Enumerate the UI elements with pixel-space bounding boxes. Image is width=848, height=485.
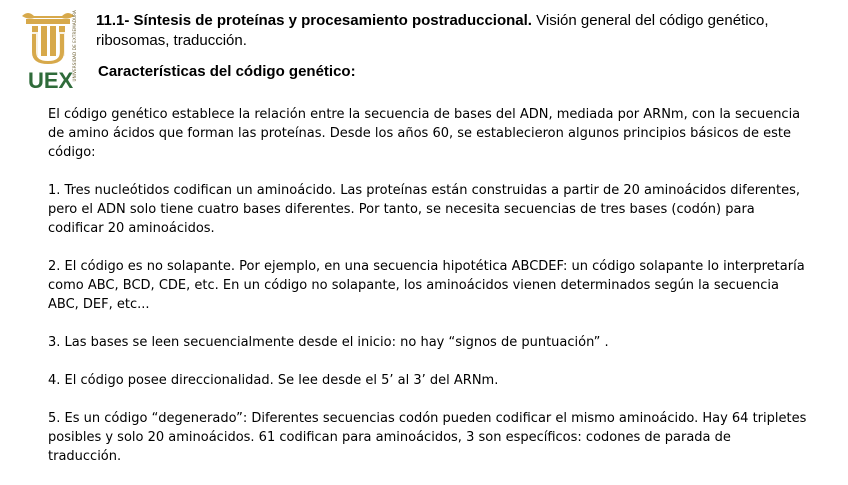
title-rest: Visión general del código genético, ribosomas, traducción. xyxy=(96,12,769,49)
principle-4: 4. El código posee direccionalidad. Se lee desde el 5’ al 3’ del ARNm. xyxy=(48,373,499,388)
university-logo xyxy=(18,10,78,90)
principle-1: 1. Tres nucleótidos codifican un aminoácido. Las proteínas están construidas a partir de 20 aminoácidos diferentes, pero el ADN solo tiene cuatro bases diferentes. Por tanto, se necesita secuencias de tres bases (codón) para codificar 20 aminoácidos. xyxy=(48,183,801,236)
logo-side-text: UNIVERSIDAD DE EXTREMADURA xyxy=(72,10,77,82)
principle-5: 5. Es un código “degenerado”: Diferentes secuencias codón pueden codificar el mismo aminoácido. Hay 64 tripletes posibles y solo 20 aminoácidos. 61 codifican para aminoácidos, 3 son específicos: codones de parada de traducción. xyxy=(48,411,807,464)
section-heading: Características del código genético: xyxy=(98,63,356,80)
principle-3: 3. Las bases se leen secuencialmente desde el inicio: no hay “signos de puntuación” . xyxy=(48,335,609,350)
body-text xyxy=(48,105,808,485)
uex-logo-icon xyxy=(18,10,78,90)
intro-paragraph: El código genético establece la relación entre la secuencia de bases del ADN, mediada por ARNm, con la secuencia de amino ácidos que forman las proteínas. Desde los años 60, se establecieron algunos principios básicos de este código: xyxy=(48,107,801,160)
page-title xyxy=(96,11,796,51)
title-bold: 11.1- Síntesis de proteínas y procesamiento postraduccional. xyxy=(96,12,532,29)
principle-2: 2. El código es no solapante. Por ejemplo, en una secuencia hipotética ABCDEF: un código solapante lo interpretaría como ABC, BCD, CDE, etc. En un código no solapante, los aminoácidos vienen determinados según la secuencia ABC, DEF, etc... xyxy=(48,259,805,312)
logo-text: UEX xyxy=(28,68,74,90)
